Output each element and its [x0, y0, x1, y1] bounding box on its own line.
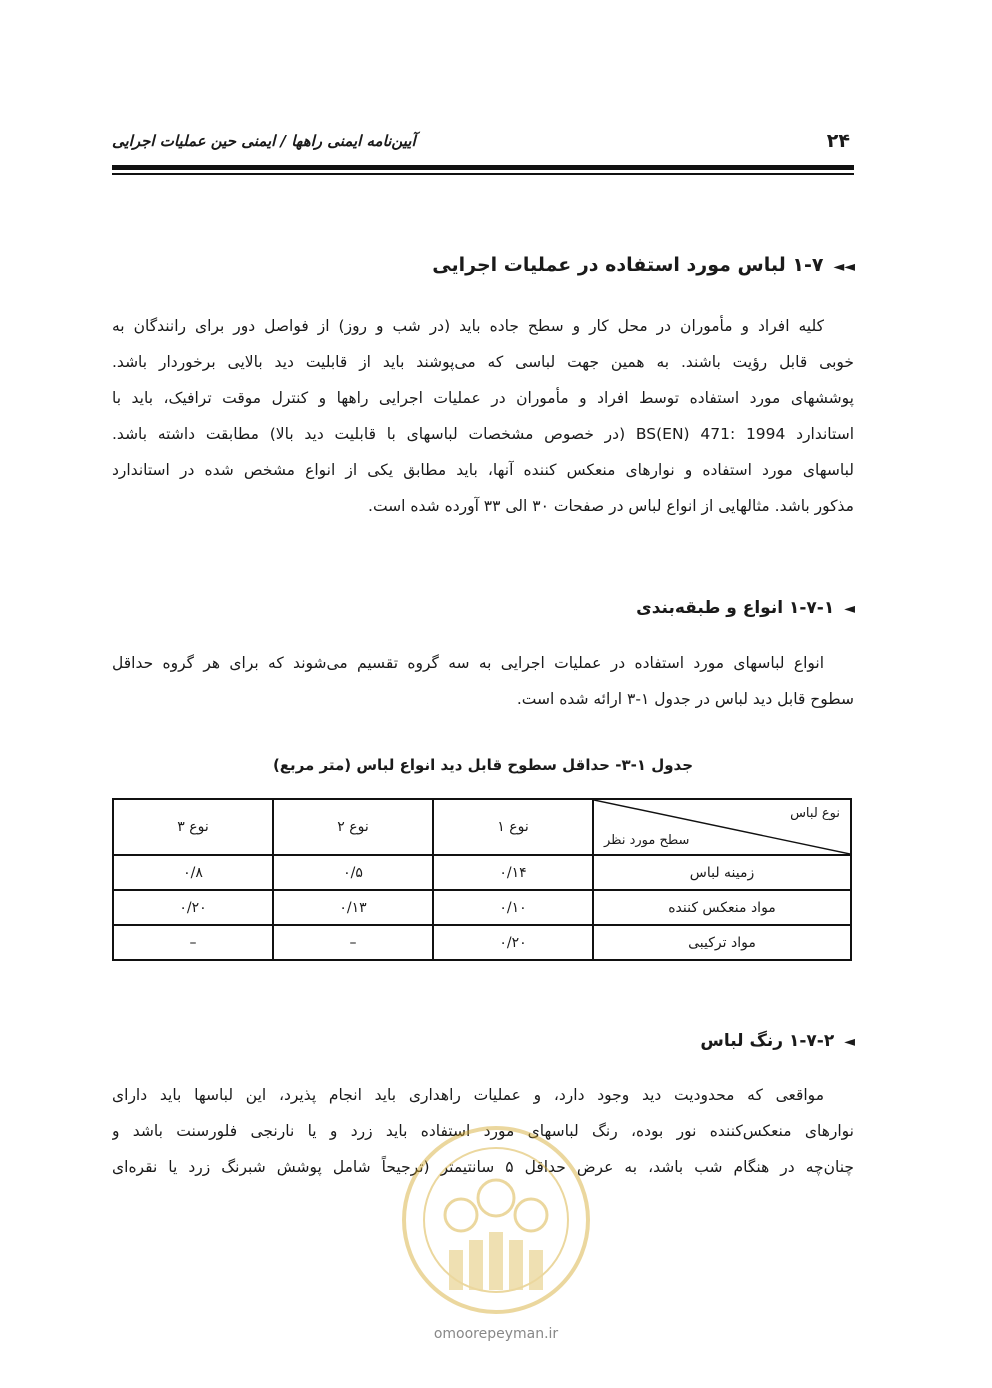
- paragraph-line: استاندارد BS(EN) 471: 1994 (در خصوص مشخصات لباسهای با قابلیت دید بالا) مطابقت داشته باشد.: [112, 425, 854, 443]
- page-header: [112, 128, 854, 162]
- table-row: [113, 890, 851, 925]
- page-number: ۲۴: [826, 130, 850, 152]
- header-rule-thin: [112, 173, 854, 175]
- subsection-heading: [636, 598, 855, 618]
- table-row: [113, 925, 851, 960]
- corner-cell: [593, 799, 851, 855]
- paragraph-line: سطوح قابل دید لباس در جدول ۱-۳ ارائه شده است.: [516, 690, 854, 708]
- corner-top-label: نوع لباس: [790, 806, 840, 821]
- table-cell: ۰/۲۰: [433, 925, 593, 960]
- watermark-site: omoorepeyman.ir: [433, 1326, 559, 1342]
- table-header-row: [113, 799, 851, 855]
- arrow-icon: ◄: [844, 601, 855, 617]
- table-row: [113, 855, 851, 890]
- table-cell: ۰/۲۰: [113, 890, 273, 925]
- subsection-title: ۱-۷-۱ انواع و طبقه‌بندی: [636, 598, 835, 618]
- table-cell: ۰/۸: [113, 855, 273, 890]
- table-cell: –: [273, 925, 433, 960]
- section-heading: [432, 254, 855, 276]
- arrow-icon: ◄: [844, 1034, 855, 1050]
- paragraph-line: مواقعی که محدودیت دید وجود دارد، و عملیات راهداری باید انجام پذیرد، این لباسها باید دارای: [112, 1086, 824, 1104]
- section-paragraph: [112, 308, 854, 524]
- header-rule-thick: [112, 165, 854, 170]
- paragraph-line: پوششهای مورد استفاده توسط افراد و مأموران در عملیات اجرایی راهها و کنترل موقت ترافیک، باید با: [112, 389, 854, 407]
- table-cell: ۰/۱۴: [433, 855, 593, 890]
- column-header: نوع ۲: [273, 799, 433, 855]
- subsection-title: ۱-۷-۲ رنگ لباس: [700, 1031, 835, 1051]
- double-arrow-icon: ◄◄: [833, 259, 855, 275]
- visibility-table: [112, 798, 852, 961]
- section-title: ۱-۷ لباس مورد استفاده در عملیات اجرایی: [432, 254, 824, 276]
- paragraph-line: نوارهای منعکس‌کننده نور بوده، رنگ لباسهای مورد استفاده باید زرد و یا نارنجی فلورسنت باشد و: [112, 1122, 854, 1140]
- column-header: نوع ۱: [433, 799, 593, 855]
- column-header: نوع ۳: [113, 799, 273, 855]
- corner-bottom-label: سطح مورد نظر: [604, 833, 690, 848]
- row-label: زمینه لباس: [593, 855, 851, 890]
- paragraph-line: خوبی قابل رؤیت باشند. به همین جهت لباسی که می‌پوشند باید از قابلیت دید بالایی برخوردار باشد.: [112, 353, 854, 371]
- watermark-logo: [381, 1120, 611, 1320]
- paragraph-line: لباسهای مورد استفاده و نوارهای منعکس کننده آنها، باید مطابق یکی از انواع مشخص شده در استاندارد: [112, 461, 854, 479]
- running-title: آیین‌نامه ایمنی راهها / ایمنی حین عملیات اجرایی: [112, 132, 416, 150]
- table-cell: ۰/۱۰: [433, 890, 593, 925]
- table-cell: ۰/۵: [273, 855, 433, 890]
- table-cell: ۰/۱۳: [273, 890, 433, 925]
- subsection-heading: [700, 1031, 855, 1051]
- table-caption: جدول ۱-۳- حداقل سطوح قابل دید انواع لباس (متر مربع): [272, 756, 694, 774]
- row-label: مواد منعکس کننده: [593, 890, 851, 925]
- paragraph-line: چنان‌چه در هنگام شب باشد، به عرض حداقل ۵ سانتیمتر (ترجیحاً شامل پوشش شبرنگ زرد یا نقره‌ای: [112, 1158, 854, 1176]
- paragraph-line: کلیه افراد و مأموران در محل کار و سطح جاده باید (در شب و روز) از فواصل دور برای رانندگان به: [112, 317, 824, 335]
- paragraph-line: انواع لباسهای مورد استفاده در عملیات اجرایی به سه گروه تقسیم می‌شوند که برای هر گروه حداقل: [112, 654, 824, 672]
- row-label: مواد ترکیبی: [593, 925, 851, 960]
- table-cell: –: [113, 925, 273, 960]
- paragraph-line: مذکور باشد. مثالهایی از انواع لباس در صفحات ۳۰ الی ۳۳ آورده شده است.: [368, 497, 854, 515]
- subsection-paragraph: [112, 645, 854, 717]
